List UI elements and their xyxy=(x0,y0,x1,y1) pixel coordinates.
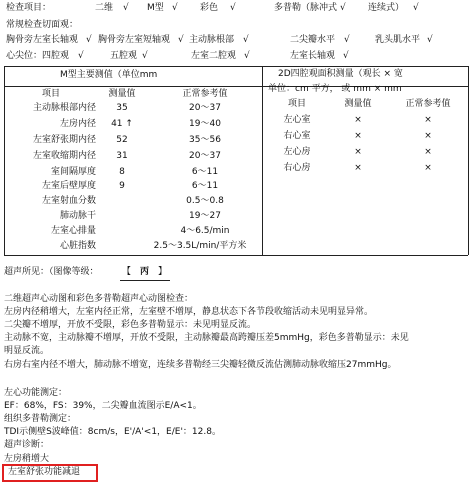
diagnosis-item: 左房稍增大 xyxy=(4,454,50,464)
view-apical-lax: 左室长轴观 xyxy=(290,51,336,61)
view-aortic-root-check: √ xyxy=(243,35,249,45)
m-row-value: 52 xyxy=(116,135,128,145)
2d-row-ref: × xyxy=(424,163,432,173)
lv-function-values: EF：68%，FS：39%，二尖瓣血流图示E/A<1。 xyxy=(4,401,202,411)
findings-line: 明显反流。 xyxy=(4,346,50,356)
m-row-item: 主动脉根部内径 xyxy=(32,103,96,113)
m-row-item: 肺动脉干 xyxy=(59,211,96,221)
2d-row-item: 左心室 xyxy=(283,115,311,125)
m-table-header-ref: 正常参考值 xyxy=(182,89,228,99)
view-psax: 胸骨旁左室短轴观 xyxy=(98,35,171,45)
m-row-item: 心脏指数 xyxy=(59,241,96,251)
m-row-item: 左室射血分数 xyxy=(41,196,96,206)
grade-underline xyxy=(120,280,170,281)
table-right-border xyxy=(468,66,469,255)
view-aortic-root: 主动脉根部 xyxy=(189,35,235,45)
m-row-item: 室间隔厚度 xyxy=(50,167,96,177)
sections-label: 常规检查切面观： xyxy=(6,20,79,30)
2d-row-value: × xyxy=(354,131,362,141)
view-plax-check: √ xyxy=(86,35,92,45)
m-row-value: 41 ↑ xyxy=(111,119,133,129)
table-top-border xyxy=(4,66,468,67)
table-left-border xyxy=(4,66,5,255)
m-row-ref: 19～40 xyxy=(189,119,221,129)
tdi-label: 组织多普勒测定： xyxy=(4,414,77,424)
2d-row-item: 右心房 xyxy=(283,163,311,173)
m-row-ref: 0.5～0.8 xyxy=(186,196,224,206)
view-apical-lax-check: √ xyxy=(343,51,349,61)
2d-row-item: 右心室 xyxy=(283,131,311,141)
findings-line: 左房内径稍增大，左室内径正常，左室壁不增厚，静息状态下各节段收缩活动未见明显异常。 xyxy=(4,307,374,317)
2d-row-value: × xyxy=(354,115,362,125)
tdi-values: TDI示侧壁S波峰值：8cm/s，E'/A'<1，E/E'：12.8。 xyxy=(4,427,221,437)
diagnosis-item-highlighted: 左室舒张功能减退 xyxy=(8,467,81,477)
m-row-value: 9 xyxy=(119,181,125,191)
mode-doppler-continuous-check: √ xyxy=(413,3,419,13)
m-table-header-item: 项目 xyxy=(41,89,60,99)
m-row-item: 左室舒张期内径 xyxy=(32,135,96,145)
view-mitral-level-check: √ xyxy=(344,35,350,45)
2d-table-header-value: 测量值 xyxy=(344,99,372,109)
view-apical-4ch-check: √ xyxy=(78,51,84,61)
m-row-ref: 20～37 xyxy=(189,151,221,161)
2d-row-ref: × xyxy=(424,115,432,125)
view-papillary-level: 乳头肌水平 xyxy=(375,35,421,45)
m-row-item: 左室收缩期内径 xyxy=(32,151,96,161)
findings-line: 右房右室内径不增大，肺动脉不增宽，连续多普勒经三尖瓣轻微反流估测肺动脉收缩压27mmHg。 xyxy=(4,360,397,370)
findings-line: 二尖瓣不增厚，开放不受限，彩色多普勒显示：未见明显反流。 xyxy=(4,320,257,330)
m-row-value: 31 xyxy=(116,151,128,161)
diagnosis-label: 超声诊断： xyxy=(4,440,50,450)
2d-row-value: × xyxy=(354,147,362,157)
m-row-ref: 20～37 xyxy=(189,103,221,113)
m-row-ref: 6～11 xyxy=(191,167,219,177)
mode-doppler-pulse-check: √ xyxy=(340,3,346,13)
m-row-ref: 2.5～3.5L/min/平方米 xyxy=(153,241,247,251)
view-plax: 胸骨旁左室长轴观 xyxy=(6,35,79,45)
findings-label: 超声所见：（图像等级： xyxy=(4,267,99,277)
2d-table-header-item: 项目 xyxy=(287,99,306,109)
m-table-title: M型主要测值（单位mm xyxy=(60,70,158,80)
table-bottom-border xyxy=(4,255,468,256)
m-row-value: 35 xyxy=(116,103,128,113)
table-middle-divider xyxy=(262,66,263,255)
2d-table-unit: 单位：cm 平方， 或 mm × mm xyxy=(268,84,402,94)
mode-color-check: √ xyxy=(230,3,236,13)
m-row-value: 8 xyxy=(119,167,125,177)
mode-m-check: √ xyxy=(172,3,178,13)
m-row-item: 左室心排量 xyxy=(50,226,96,236)
image-grade: 丙 xyxy=(140,267,150,277)
view-2ch-check: √ xyxy=(244,51,250,61)
m-row-ref: 4～6.5/min xyxy=(180,226,230,236)
view-2ch: 左室二腔观 xyxy=(191,51,237,61)
mode-color: 彩色 xyxy=(200,3,219,13)
view-psax-check: √ xyxy=(178,35,184,45)
m-row-ref: 35～56 xyxy=(189,135,221,145)
grade-open: 【 xyxy=(122,267,132,277)
view-5ch: 五腔观 xyxy=(110,51,138,61)
2d-row-ref: × xyxy=(424,147,432,157)
mode-2d-check: √ xyxy=(123,3,129,13)
m-row-item: 左房内径 xyxy=(59,119,96,129)
m-row-ref: 6～11 xyxy=(191,181,219,191)
view-mitral-level: 二尖瓣水平 xyxy=(290,35,336,45)
lv-function-label: 左心功能测定： xyxy=(4,388,68,398)
exam-items-label: 检查项目： xyxy=(6,3,52,13)
m-table-header-value: 测量值 xyxy=(108,89,136,99)
2d-table-title: 2D四腔观面积测量（观长 × 宽 xyxy=(278,69,403,79)
mode-m: M型 xyxy=(147,3,164,13)
highlight-box xyxy=(2,464,98,482)
2d-table-header-ref: 正常参考值 xyxy=(405,99,451,109)
mode-doppler-continuous: 连续式） xyxy=(368,3,405,13)
m-row-ref: 19～27 xyxy=(189,211,221,221)
view-apical-4ch: 心尖位：四腔观 xyxy=(6,51,70,61)
view-papillary-level-check: √ xyxy=(427,35,433,45)
findings-line: 二维超声心动图和彩色多普勒超声心动图检查： xyxy=(4,294,194,304)
2d-row-item: 左心房 xyxy=(283,147,311,157)
mode-doppler-pulse: 多普勒（脉冲式 xyxy=(274,3,338,13)
2d-row-ref: × xyxy=(424,131,432,141)
findings-line: 主动脉不宽，主动脉瓣不增厚，开放不受限，主动脉瓣最高跨瓣压差5mmHg，彩色多普勒显示：未见 xyxy=(4,333,409,343)
m-row-item: 左室后壁厚度 xyxy=(41,181,96,191)
mode-2d: 二维 xyxy=(95,3,114,13)
2d-row-value: × xyxy=(354,163,362,173)
grade-close: 】 xyxy=(158,267,168,277)
view-5ch-check: √ xyxy=(142,51,148,61)
